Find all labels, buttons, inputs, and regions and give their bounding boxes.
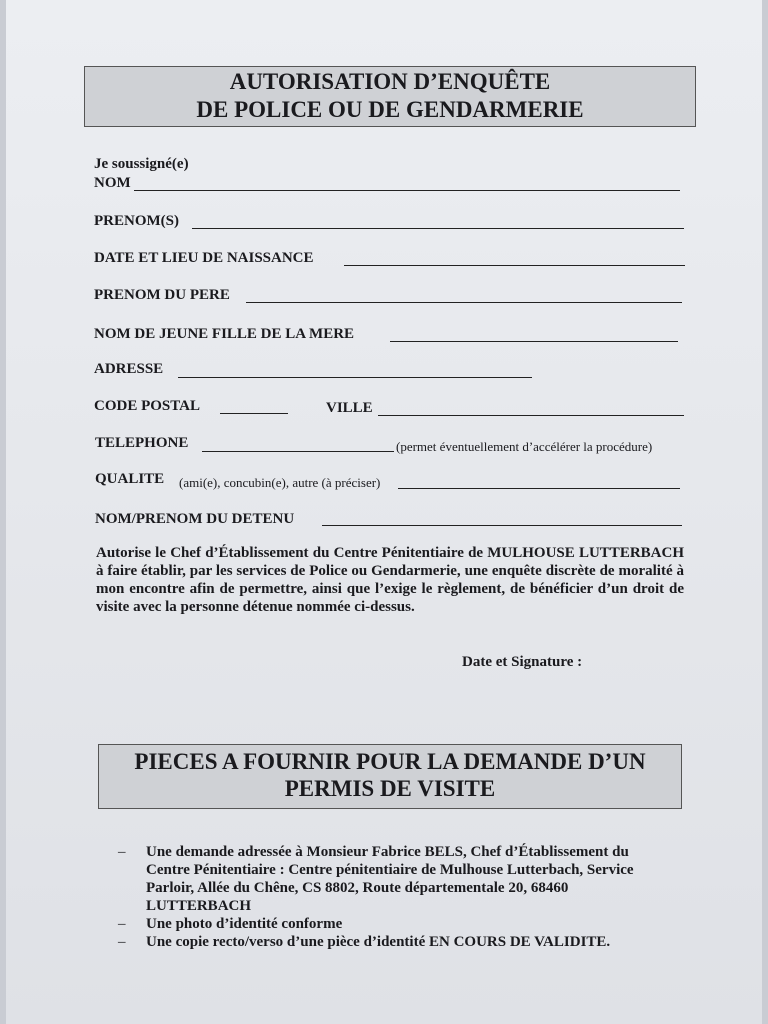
- naissance-field[interactable]: [344, 265, 685, 266]
- prenoms-field[interactable]: [192, 228, 684, 229]
- ville-label: VILLE: [326, 400, 373, 416]
- qualite-label: QUALITE: [95, 471, 165, 487]
- qualite-hint: (ami(e), concubin(e), autre (à préciser): [179, 475, 381, 490]
- form-title-box: [84, 66, 696, 127]
- qualite-field[interactable]: [398, 488, 680, 489]
- adresse-field[interactable]: [178, 377, 532, 378]
- pieces-title-line-1: PIECES A FOURNIR POUR LA DEMANDE D’UN: [134, 749, 646, 774]
- bullet-dash: –: [118, 916, 126, 932]
- form-title-line-2: DE POLICE OU DE GENDARMERIE: [196, 97, 584, 122]
- pieces-list: [116, 843, 676, 951]
- telephone-label: TELEPHONE: [95, 435, 189, 451]
- list-item-text: Une demande adressée à Monsieur Fabrice BELS, Chef d’Établissement du Centre Pénitentiaire : Centre pénitentiaire de Mulhouse Lutterbach, Service Parloir, Allée du Chêne, CS 8802, Route départementale 20, 68460 LUTTERBACH: [146, 844, 634, 914]
- list-item: [116, 933, 676, 951]
- authorization-text: Autorise le Chef d’Établissement du Centre Pénitentiaire de MULHOUSE LUTTERBACH à faire établir, par les services de Police ou Gendarmerie, une enquête discrète de moralité à mon encontre afin de permettre, ainsi que l’exige le règlement, de bénéficier d’un droit de visite avec la personne détenue nommée ci-dessus.: [96, 545, 684, 615]
- naissance-label: DATE ET LIEU DE NAISSANCE: [94, 250, 314, 266]
- ville-field[interactable]: [378, 415, 684, 416]
- prenom-pere-field[interactable]: [246, 302, 682, 303]
- detenu-label: NOM/PRENOM DU DETENU: [95, 511, 295, 527]
- prenoms-label: PRENOM(S): [94, 213, 179, 229]
- telephone-hint: (permet éventuellement d’accélérer la procédure): [396, 439, 653, 454]
- code-postal-field[interactable]: [220, 413, 288, 414]
- adresse-label: ADRESSE: [94, 361, 164, 377]
- prenom-pere-label: PRENOM DU PERE: [94, 287, 230, 303]
- list-item-text: Une photo d’identité conforme: [146, 916, 343, 932]
- list-item-text: Une copie recto/verso d’une pièce d’identité EN COURS DE VALIDITE.: [146, 934, 611, 950]
- pieces-title-box: [98, 744, 682, 809]
- intro-text: Je soussigné(e): [94, 156, 189, 172]
- nom-mere-field[interactable]: [390, 341, 678, 342]
- nom-field[interactable]: [134, 190, 680, 191]
- telephone-field[interactable]: [202, 451, 394, 452]
- form-page: [6, 0, 762, 1024]
- nom-label: NOM: [94, 175, 131, 191]
- nom-mere-label: NOM DE JEUNE FILLE DE LA MERE: [94, 326, 355, 342]
- list-item: [116, 915, 676, 933]
- list-item: [116, 843, 676, 915]
- bullet-dash: –: [118, 844, 126, 860]
- detenu-field[interactable]: [322, 525, 682, 526]
- code-postal-label: CODE POSTAL: [94, 398, 200, 414]
- signature-label: Date et Signature :: [462, 654, 583, 670]
- bullet-dash: –: [118, 934, 126, 950]
- form-title-line-1: AUTORISATION D’ENQUÊTE: [229, 69, 551, 94]
- pieces-title-line-2: PERMIS DE VISITE: [284, 776, 496, 801]
